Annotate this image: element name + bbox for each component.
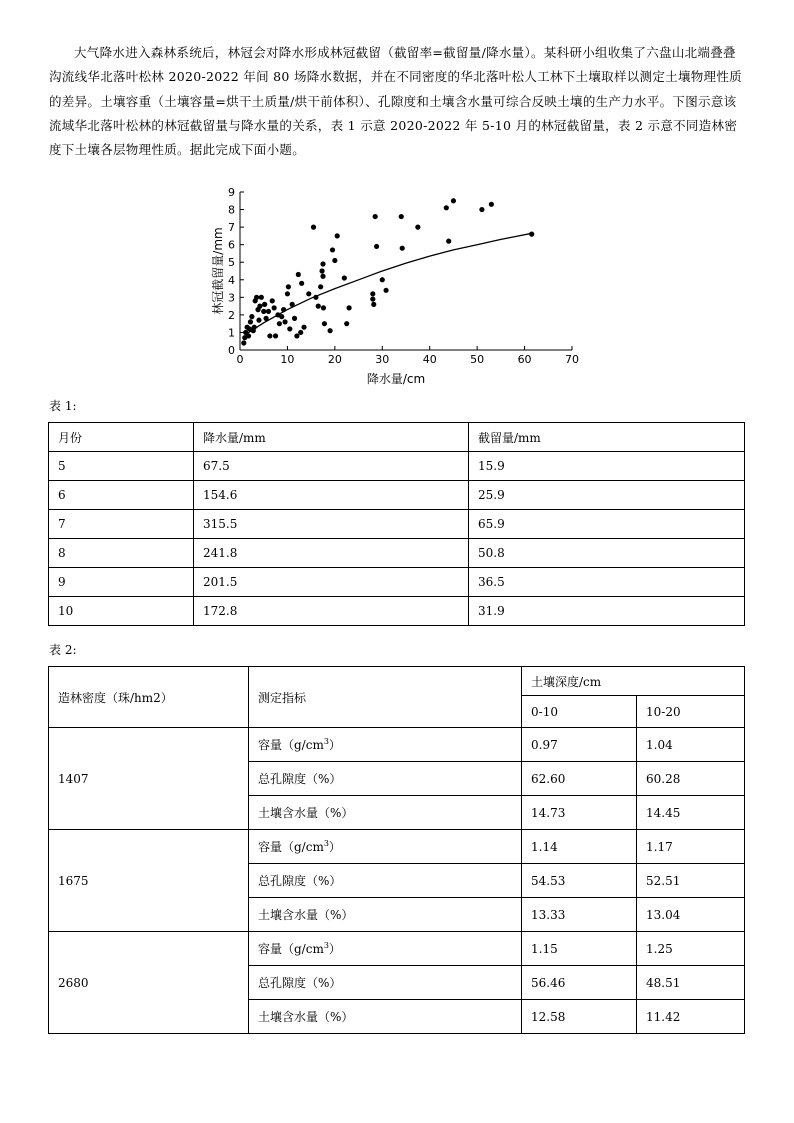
data-point [479,207,484,212]
data-point [282,319,287,324]
table-cell: 50.8 [469,539,745,568]
data-point [266,309,271,314]
data-point [446,239,451,244]
table-cell: 11.42 [637,1000,745,1034]
fit-curve [245,233,532,335]
x-tick-label: 50 [470,353,485,366]
data-point [322,321,327,326]
data-point [319,268,324,273]
table-row [49,932,745,966]
data-point [332,258,337,263]
data-point [298,330,303,335]
data-point [318,284,323,289]
table-cell: 1.14 [522,830,637,864]
indicator-header: 测定指标 [249,667,522,728]
data-point [451,198,456,203]
data-point [285,291,290,296]
data-point [399,214,404,219]
data-point [241,340,246,345]
table-cell: 54.53 [522,864,637,898]
indicator-cell: 土壤含水量（%） [249,898,522,932]
table-cell: 65.9 [469,510,745,539]
data-point [299,281,304,286]
table-row [49,568,745,597]
data-point [287,326,292,331]
table-cell: 9 [49,568,194,597]
indicator-cell: 总孔隙度（%） [249,966,522,1000]
x-tick-label: 70 [565,353,579,366]
data-point [415,225,420,230]
data-point [279,314,284,319]
table-cell: 56.46 [522,966,637,1000]
table-cell: 7 [49,510,194,539]
x-tick-label: 60 [517,353,532,366]
table-cell: 60.28 [637,762,745,796]
table-cell: 1.04 [637,728,745,762]
data-point [344,321,349,326]
table-cell: 6 [49,481,194,510]
indicator-label-close: ） [328,840,341,854]
data-point [371,302,376,307]
indicator-cell: 土壤含水量（%） [249,1000,522,1034]
indicator-label-close: ） [328,942,341,956]
data-point [320,261,325,266]
table-cell: 154.6 [194,481,469,510]
table-cell: 10 [49,597,194,626]
data-point [383,288,388,293]
table-cell: 13.04 [637,898,745,932]
table-cell: 31.9 [469,597,745,626]
table-cell: 0.97 [522,728,637,762]
data-point [342,275,347,280]
y-tick-label: 5 [228,256,235,270]
table-row [49,830,745,864]
indicator-cell: 总孔隙度（%） [249,864,522,898]
y-tick-label: 8 [228,203,235,217]
table-cell: 48.51 [637,966,745,1000]
indicator-label-close: ） [328,738,341,752]
indicator-cell: 土壤含水量（%） [249,796,522,830]
table-cell: 201.5 [194,568,469,597]
depth-header: 土壤深度/cm [522,667,745,696]
table-cell: 13.33 [522,898,637,932]
table-cell: 315.5 [194,510,469,539]
depth-0-10-header: 0-10 [522,696,637,728]
table-cell: 14.45 [637,796,745,830]
density-header: 造林密度（珠/hm2） [49,667,249,728]
data-point [259,295,264,300]
y-axis-label: 林冠截留量/mm [211,227,225,315]
x-axis-label: 降水量/cm [366,372,426,386]
x-tick-label: 30 [375,353,390,366]
x-tick-label: 20 [327,353,342,366]
table-row [49,597,745,626]
data-point [273,333,278,338]
data-point [320,274,325,279]
table-cell: 12.58 [522,1000,637,1034]
table-cell: 5 [49,452,194,481]
scatter-chart [210,180,590,390]
table-cell: 14.73 [522,796,637,830]
table2 [48,666,745,1034]
data-point [321,305,326,310]
table-cell: 8 [49,539,194,568]
data-point [311,225,316,230]
table1-caption: 表 1: [49,399,77,413]
y-tick-label: 6 [228,238,235,252]
data-point [330,247,335,252]
data-point [261,309,266,314]
table-cell: 172.8 [194,597,469,626]
indicator-cell: 总孔隙度（%） [249,762,522,796]
indicator-label: 容量（g/cm [258,840,324,854]
data-point [346,305,351,310]
y-tick-label: 0 [228,344,235,357]
data-point [335,233,340,238]
table-cell: 52.51 [637,864,745,898]
density-cell: 1675 [49,830,249,932]
indicator-label: 容量（g/cm [258,942,324,956]
data-point [444,205,449,210]
table-cell: 15.9 [469,452,745,481]
table-row [49,539,745,568]
x-tick-label: 0 [236,353,244,366]
data-point [292,316,297,321]
data-point [249,314,254,319]
table2-caption: 表 2: [49,643,77,657]
indicator-cell: 容量$(g/cm^3)$ [249,728,522,762]
data-point [306,291,311,296]
data-point [286,284,291,289]
data-point [373,214,378,219]
intro-paragraph: 大气降水进入森林系统后，林冠会对降水形成林冠截留（截留率=截留量/降水量）。某科研小组收集了六盘山北端叠叠沟流线华北落叶松林 2020-2022 年间 80 场降水数据，并在不同密度的华北落叶松人工林下土壤取样以测定土壤物理性质的差异。土壤容重（土壤容量=烘干土质量/烘干前体积）、孔隙度和土壤含水量可综合反映土壤的生产力水平。下图示意该流域华北落叶松林的林冠截留量与降水量的关系，表 1 示意 2020-2022 年 5-10 月的林冠截留量，表 2 示意不同造林密度下土壤各层物理性质。据此完成下面小题。 [49,45,742,158]
data-point [262,302,267,307]
data-point [270,298,275,303]
data-point [380,277,385,282]
table1-header-cell: 截留量/mm [469,423,745,452]
data-point [257,304,262,309]
y-tick-label: 4 [228,273,235,287]
y-tick-label: 3 [228,291,235,305]
density-cell: 2680 [49,932,249,1034]
data-point [370,296,375,301]
y-tick-label: 1 [228,326,235,340]
indicator-cell: 容量$(g/cm^3)$ [249,932,522,966]
y-tick-label: 9 [228,186,235,199]
table-cell: 62.60 [522,762,637,796]
y-tick-label: 2 [228,308,235,322]
table1-header-cell: 月份 [49,423,194,452]
table1-header-row [49,423,745,452]
table-row [49,728,745,762]
data-point [277,321,282,326]
table-row [49,481,745,510]
data-point [267,333,272,338]
data-point [374,244,379,249]
table-cell: 1.15 [522,932,637,966]
data-point [400,246,405,251]
table-row [49,510,745,539]
density-cell: 1407 [49,728,249,830]
table2-header-row [49,667,745,696]
data-point [272,305,277,310]
table-row [49,452,745,481]
depth-10-20-header: 10-20 [637,696,745,728]
data-point [316,304,321,309]
data-point [328,328,333,333]
table-cell: 25.9 [469,481,745,510]
table1-header-cell: 降水量/mm [194,423,469,452]
table-cell: 1.25 [637,932,745,966]
data-point [301,325,306,330]
table-cell: 241.8 [194,539,469,568]
indicator-label: 容量（g/cm [258,738,324,752]
y-tick-label: 7 [228,221,235,235]
data-point [254,295,259,300]
data-point [489,202,494,207]
table1 [48,422,745,626]
x-tick-label: 40 [422,353,437,366]
table-cell: 36.5 [469,568,745,597]
table-cell: 67.5 [194,452,469,481]
x-tick-label: 10 [280,353,295,366]
data-point [370,291,375,296]
data-point [248,319,253,324]
data-point [296,272,301,277]
data-point [256,318,261,323]
indicator-cell: 容量$(g/cm^3)$ [249,830,522,864]
table-cell: 1.17 [637,830,745,864]
